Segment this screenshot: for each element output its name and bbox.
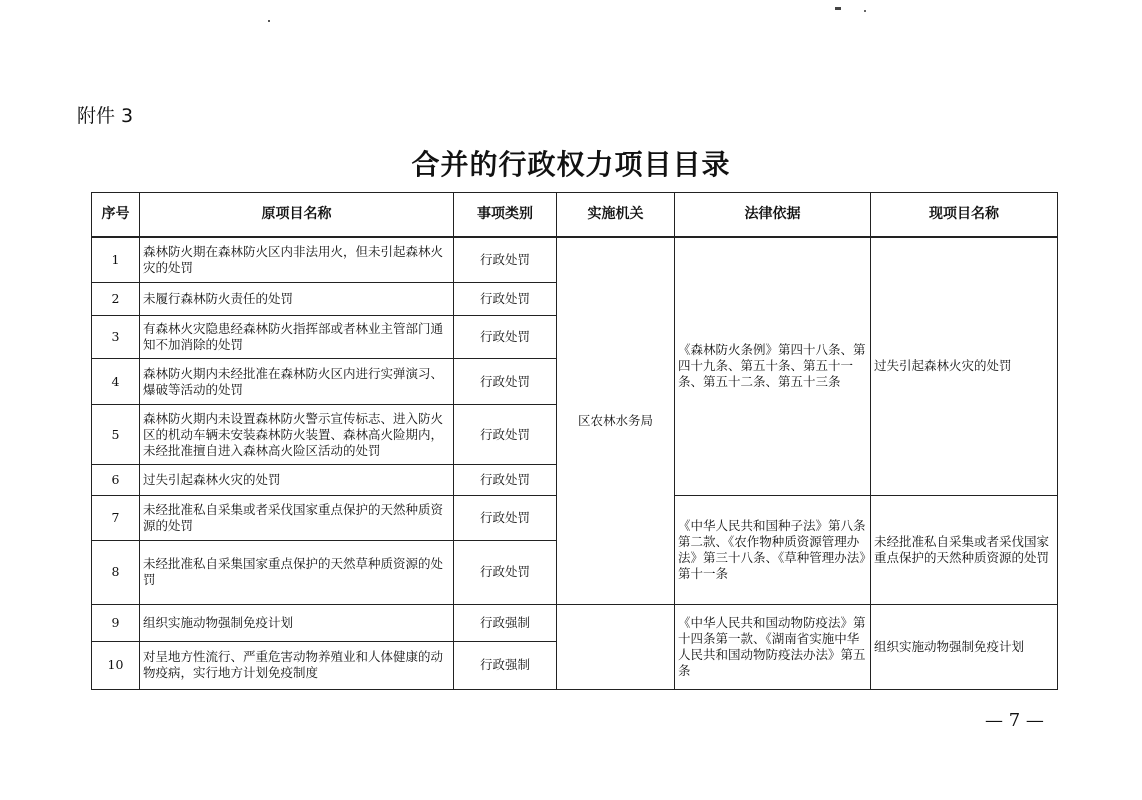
row-category: 行政强制 xyxy=(454,641,557,689)
page-number: — 7 — xyxy=(985,710,1044,731)
header-no: 序号 xyxy=(92,193,140,237)
row-no: 1 xyxy=(92,237,140,283)
row-category: 行政处罚 xyxy=(454,540,557,604)
agency-cell: 区农林水务局 xyxy=(557,237,675,605)
row-orig-name: 未经批准私自采集国家重点保护的天然草种质资源的处罚 xyxy=(140,540,454,604)
row-no: 6 xyxy=(92,465,140,495)
header-agency: 实施机关 xyxy=(557,193,675,237)
row-orig-name: 过失引起森林火灾的处罚 xyxy=(140,465,454,495)
header-new-name: 现项目名称 xyxy=(871,193,1058,237)
header-category: 事项类别 xyxy=(454,193,557,237)
new-name-cell: 过失引起森林火灾的处罚 xyxy=(871,237,1058,496)
table-row xyxy=(92,604,1058,641)
table-header-row xyxy=(92,193,1058,237)
row-no: 7 xyxy=(92,495,140,540)
header-legal-basis: 法律依据 xyxy=(675,193,871,237)
row-category: 行政处罚 xyxy=(454,495,557,540)
row-no: 2 xyxy=(92,283,140,316)
scan-speck xyxy=(864,10,866,12)
legal-basis-cell: 《中华人民共和国动物防疫法》第十四条第一款、《湖南省实施中华人民共和国动物防疫法办法》第五条 xyxy=(675,604,871,689)
agency-cell-empty xyxy=(557,604,675,689)
table-row xyxy=(92,237,1058,283)
row-no: 8 xyxy=(92,540,140,604)
row-orig-name: 森林防火期内未经批准在森林防火区内进行实弹演习、爆破等活动的处罚 xyxy=(140,359,454,405)
row-no: 3 xyxy=(92,316,140,359)
row-category: 行政处罚 xyxy=(454,405,557,465)
row-category: 行政处罚 xyxy=(454,237,557,283)
legal-basis-cell: 《森林防火条例》第四十八条、第四十九条、第五十条、第五十一条、第五十二条、第五十三条 xyxy=(675,237,871,496)
new-name-cell: 组织实施动物强制免疫计划 xyxy=(871,604,1058,689)
row-orig-name: 森林防火期在森林防火区内非法用火，但未引起森林火灾的处罚 xyxy=(140,237,454,283)
attachment-label: 附件 3 xyxy=(77,105,134,127)
row-orig-name: 对呈地方性流行、严重危害动物养殖业和人体健康的动物疫病，实行地方计划免疫制度 xyxy=(140,641,454,689)
row-no: 4 xyxy=(92,359,140,405)
row-orig-name: 未经批准私自采集或者采伐国家重点保护的天然种质资源的处罚 xyxy=(140,495,454,540)
new-name-cell: 未经批准私自采集或者采伐国家重点保护的天然种质资源的处罚 xyxy=(871,495,1058,604)
row-category: 行政强制 xyxy=(454,604,557,641)
header-orig-name: 原项目名称 xyxy=(140,193,454,237)
legal-basis-cell: 《中华人民共和国种子法》第八条第二款、《农作物种质资源管理办法》第三十八条、《草种管理办法》第十一条 xyxy=(675,495,871,604)
document-title: 合并的行政权力项目目录 xyxy=(411,148,731,181)
scan-speck xyxy=(268,20,270,22)
row-no: 9 xyxy=(92,604,140,641)
row-orig-name: 组织实施动物强制免疫计划 xyxy=(140,604,454,641)
row-category: 行政处罚 xyxy=(454,316,557,359)
row-orig-name: 有森林火灾隐患经森林防火指挥部或者林业主管部门通知不加消除的处罚 xyxy=(140,316,454,359)
row-no: 10 xyxy=(92,641,140,689)
row-orig-name: 未履行森林防火责任的处罚 xyxy=(140,283,454,316)
row-category: 行政处罚 xyxy=(454,465,557,495)
row-category: 行政处罚 xyxy=(454,359,557,405)
row-no: 5 xyxy=(92,405,140,465)
scan-speck xyxy=(835,7,841,10)
power-items-table xyxy=(91,192,1058,690)
row-category: 行政处罚 xyxy=(454,283,557,316)
row-orig-name: 森林防火期内未设置森林防火警示宣传标志、进入防火区的机动车辆未安装森林防火装置、森林高火险期内，未经批准擅自进入森林高火险区活动的处罚 xyxy=(140,405,454,465)
